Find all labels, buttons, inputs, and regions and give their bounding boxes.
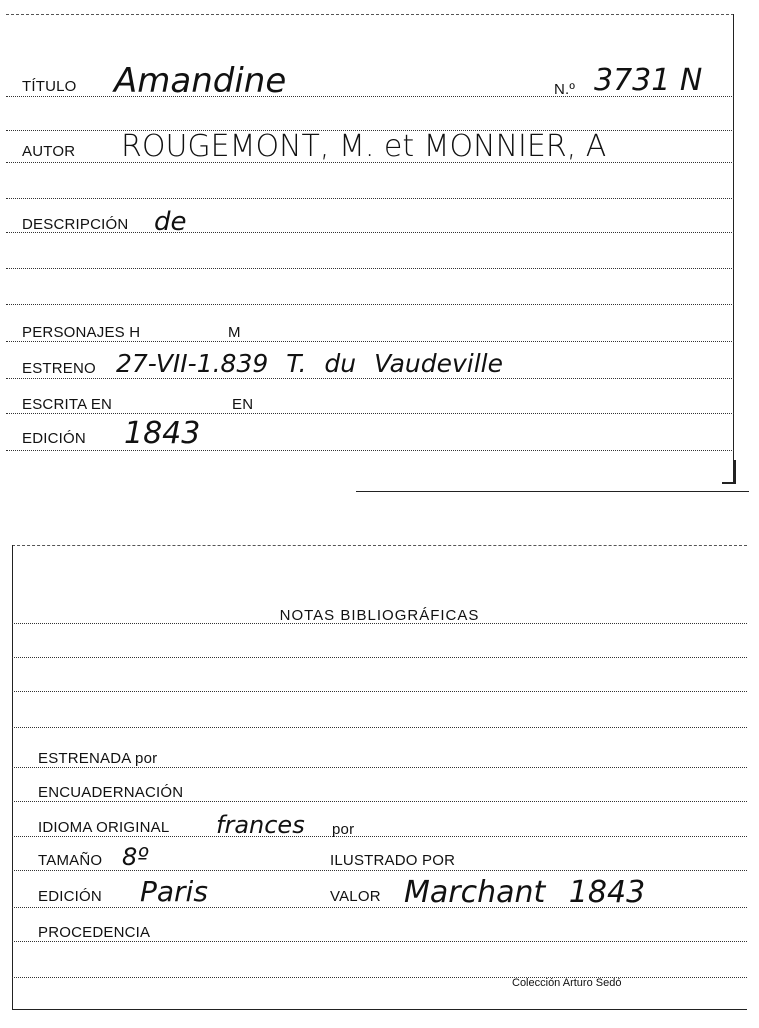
titulo-value: Amandine	[114, 61, 287, 101]
tamano-label: TAMAÑO	[38, 852, 103, 869]
back-blank-rule-3	[12, 727, 747, 728]
edicion-back-label: EDICIÓN	[38, 888, 102, 905]
blank-rule-2	[6, 198, 734, 199]
encuadernacion-rule	[12, 801, 747, 802]
escrita-label: ESCRITA EN	[22, 396, 113, 413]
personajes-rule	[6, 341, 734, 342]
estrenada-label: ESTRENADA por	[38, 750, 158, 767]
escrita-rule	[6, 413, 734, 414]
idioma-por-label: por	[332, 821, 355, 838]
blank-rule-4	[6, 304, 734, 305]
idioma-label: IDIOMA ORIGINAL	[38, 819, 170, 836]
card-back-bottom-edge	[12, 1009, 747, 1010]
estreno-value: 27-VII-1.839 T. du Vaudeville	[116, 349, 503, 378]
edicion-back-rule	[12, 907, 747, 908]
titulo-rule	[6, 96, 734, 97]
catalog-card-back	[12, 545, 747, 1010]
blank-rule-3	[6, 268, 734, 269]
idioma-rule	[12, 836, 747, 837]
estreno-rule	[6, 378, 734, 379]
escrita-en-label: EN	[232, 396, 254, 413]
ilustrado-label: ILUSTRADO POR	[330, 852, 456, 869]
procedencia-label: PROCEDENCIA	[38, 924, 151, 941]
titulo-label: TÍTULO	[22, 78, 77, 95]
back-blank-rule-1	[12, 657, 747, 658]
edicion-value: 1843	[124, 416, 201, 451]
edicion-rule	[6, 450, 734, 451]
notas-rule	[12, 623, 747, 624]
back-blank-rule-4	[12, 977, 747, 978]
edicion-back-value: Paris	[140, 875, 208, 908]
card-top-edge	[6, 14, 734, 15]
numero-label: N.º	[554, 81, 576, 98]
descripcion-value: de	[154, 207, 187, 237]
personajes-label: PERSONAJES H	[22, 324, 141, 341]
descripcion-rule	[6, 232, 734, 233]
estreno-label: ESTRENO	[22, 360, 96, 377]
personajes-m-label: M	[228, 324, 241, 341]
valor-label: VALOR	[330, 888, 381, 905]
back-blank-rule-2	[12, 691, 747, 692]
autor-value: ROUGEMONT, M. et MONNIER, A	[121, 129, 607, 164]
card-corner-mark	[722, 460, 736, 484]
notas-title: NOTAS BIBLIOGRÁFICAS	[279, 607, 480, 624]
catalog-card-front	[6, 14, 734, 484]
descripcion-label: DESCRIPCIÓN	[22, 216, 129, 233]
edicion-label: EDICIÓN	[22, 430, 86, 447]
encuadernacion-label: ENCUADERNACIÓN	[38, 784, 184, 801]
tamano-value: 8º	[122, 843, 149, 871]
procedencia-rule	[12, 941, 747, 942]
autor-label: AUTOR	[22, 143, 76, 160]
estrenada-rule	[12, 767, 747, 768]
tamano-rule	[12, 870, 747, 871]
card-back-top-edge	[12, 545, 747, 546]
idioma-value: frances	[216, 811, 305, 839]
autor-rule	[6, 162, 734, 163]
valor-value: Marchant 1843	[404, 875, 646, 910]
collection-stamp: Colección Arturo Sedó	[512, 977, 622, 989]
card-bottom-edge	[356, 491, 749, 492]
numero-value: 3731 N	[594, 63, 703, 98]
